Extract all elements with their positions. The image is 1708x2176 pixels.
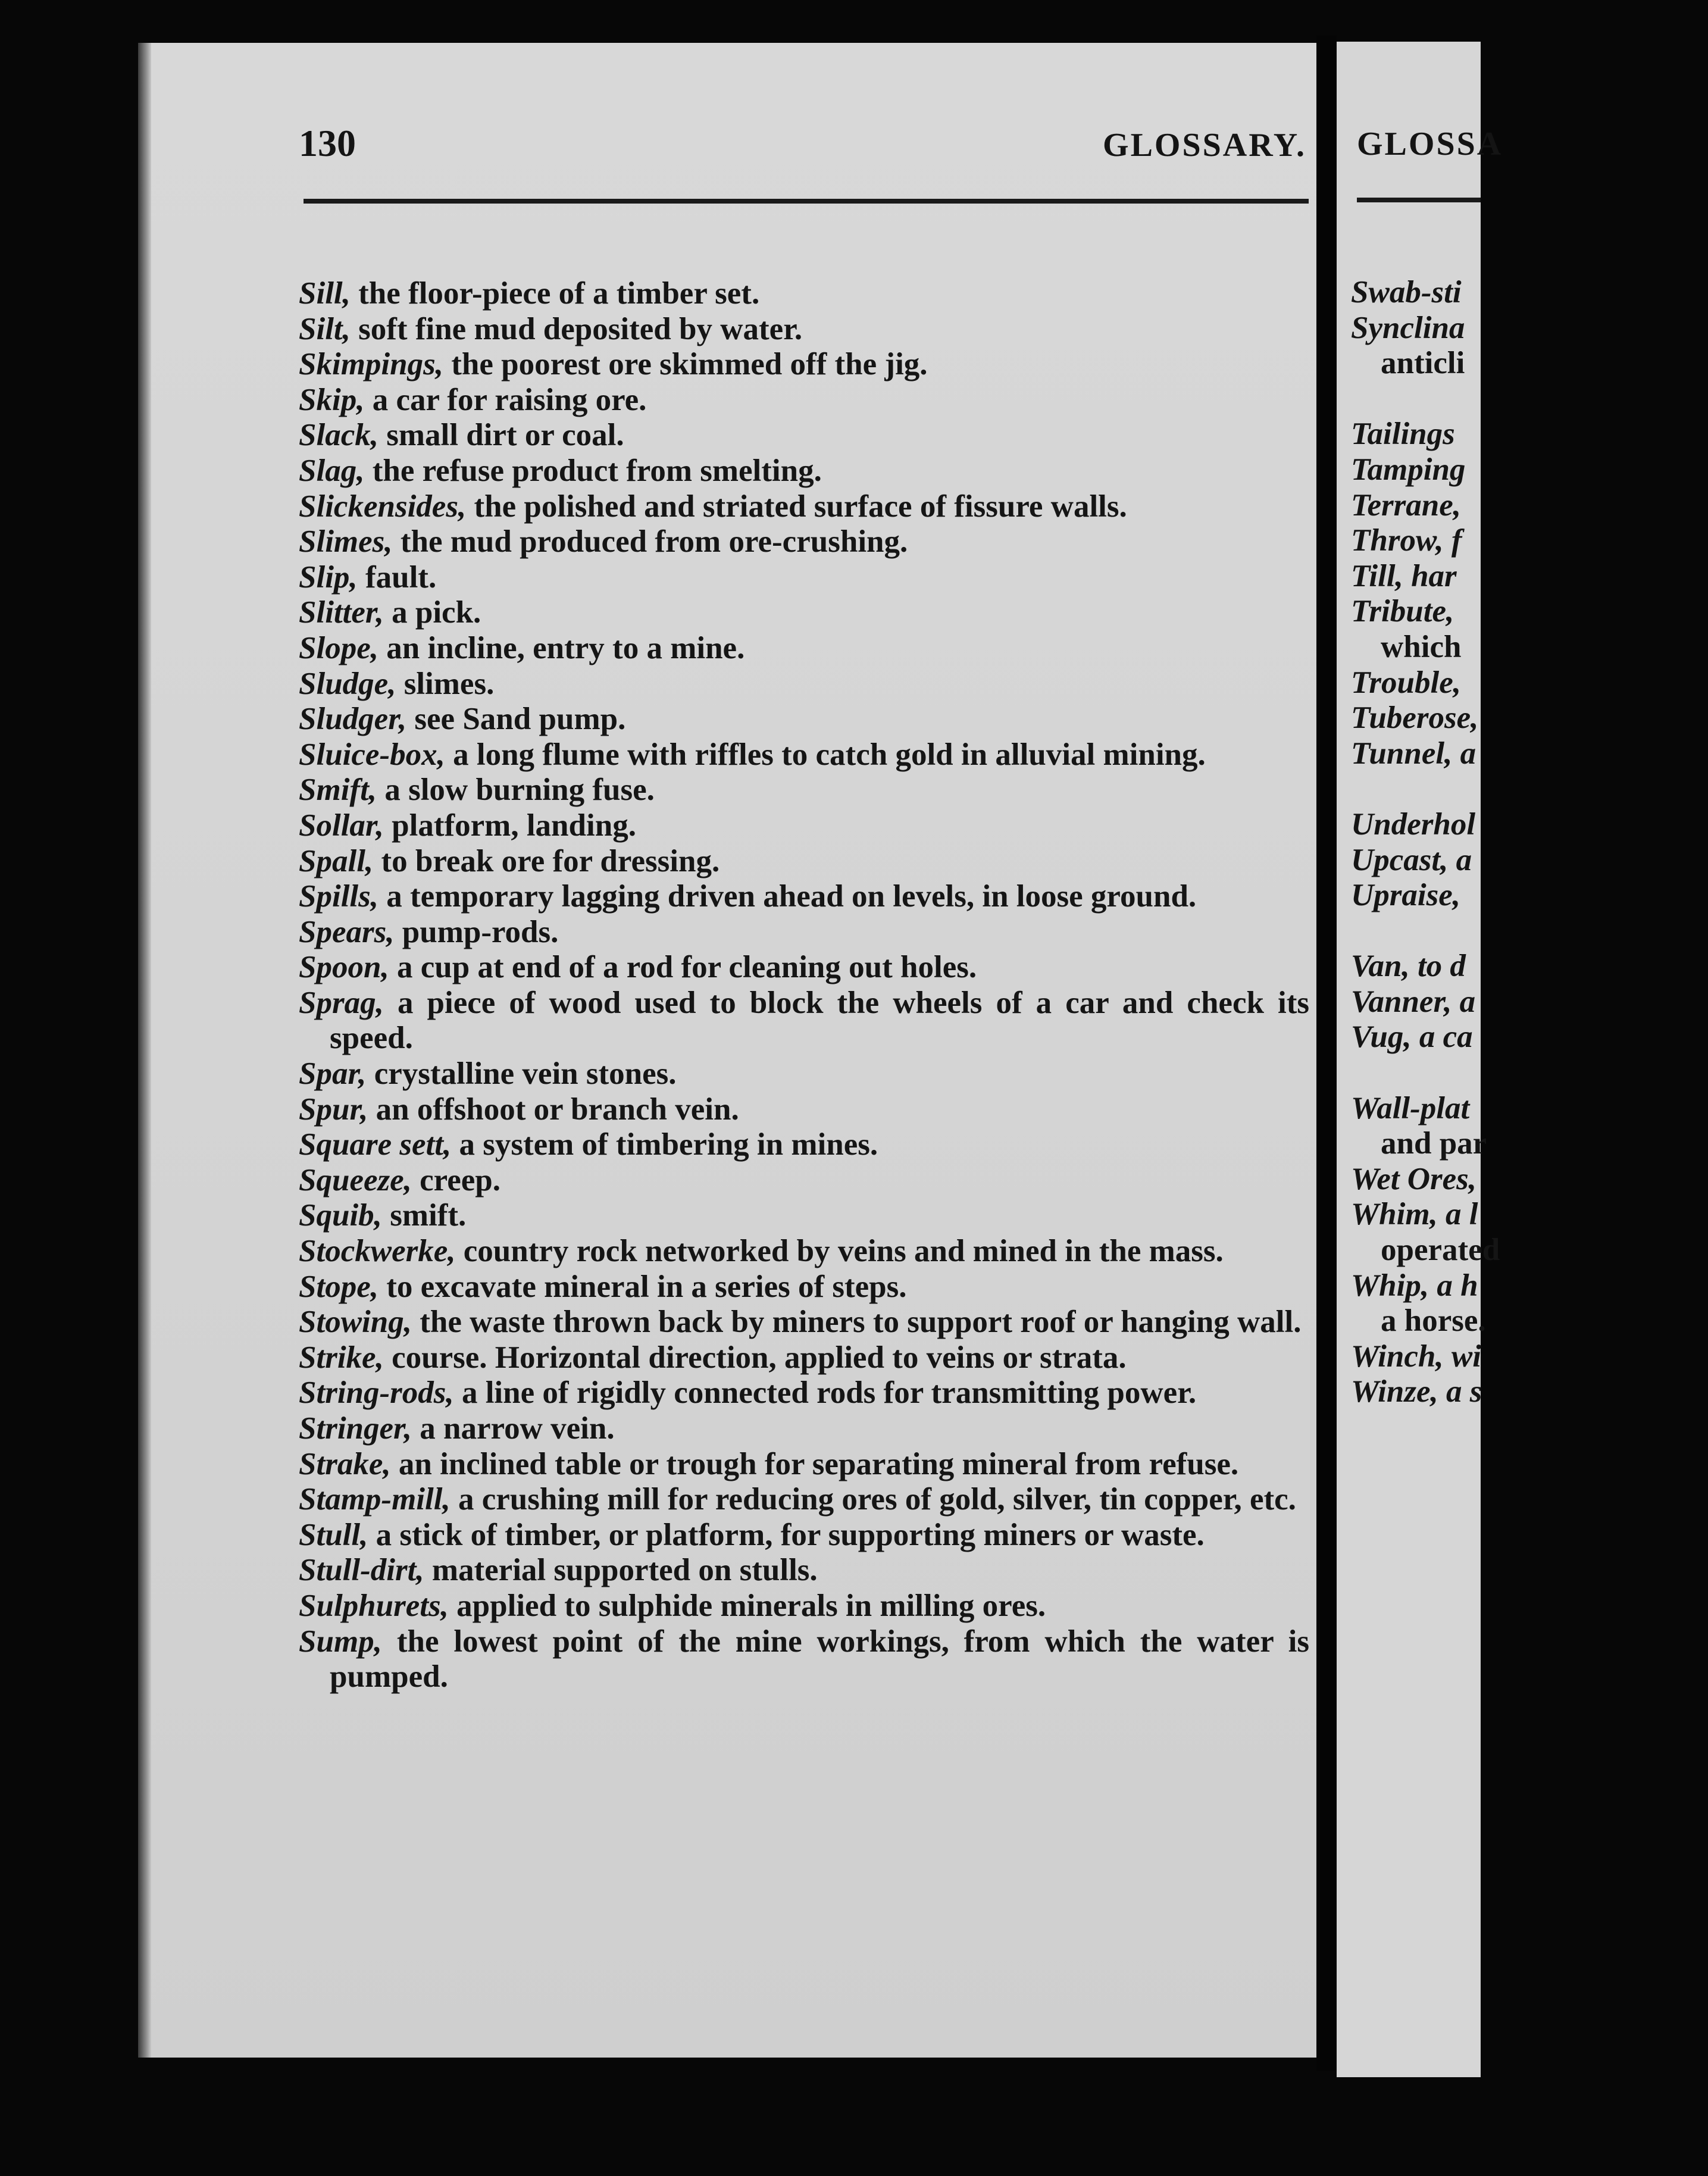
entry-definition: a car for raising ore. (372, 382, 647, 417)
entry-term: Squib, (299, 1198, 382, 1233)
next-page-line: Tuberose, (1351, 701, 1479, 736)
entry-term: Stull, (299, 1517, 368, 1552)
entry-definition: pump-rods. (402, 914, 559, 949)
entry-definition: country rock networked by veins and mined in the mass. (463, 1234, 1224, 1269)
entry-definition: to excavate mineral in a series of steps. (386, 1269, 907, 1304)
glossary-entry (299, 1305, 1309, 1340)
glossary-entry (299, 1234, 1309, 1270)
glossary-entry (299, 737, 1309, 773)
entry-definition: the floor-piece of a timber set. (358, 276, 760, 311)
entry-term: Skip, (299, 382, 365, 417)
entry-definition: see Sand pump. (414, 702, 626, 737)
entry-definition: to break ore for dressing. (381, 843, 720, 878)
glossary-entry (299, 1092, 1309, 1128)
entry-term: Sulphurets, (299, 1588, 449, 1623)
next-page-line: Swab-sti (1351, 275, 1462, 309)
glossary-entry (299, 312, 1309, 348)
next-page-line: Winch, wi (1351, 1339, 1481, 1374)
glossary-entry (299, 383, 1309, 418)
glossary-entry (299, 454, 1309, 489)
page-number: 130 (299, 122, 356, 164)
entry-definition: the mud produced from ore-crushing. (400, 524, 908, 559)
next-page-line: Trouble, (1351, 665, 1462, 700)
glossary-entry (299, 1163, 1309, 1199)
right-page-partial (1337, 42, 1503, 2077)
entry-term: Strake, (299, 1446, 391, 1481)
next-page-line: Tribute, (1351, 594, 1454, 629)
next-page-line: Till, har (1351, 558, 1457, 593)
entry-definition: a stick of timber, or platform, for supporting miners or waste. (376, 1517, 1205, 1552)
glossary-entry (299, 631, 1309, 667)
glossary-entry (299, 347, 1309, 383)
entry-definition: an inclined table or trough for separating mineral from refuse. (398, 1446, 1239, 1481)
entry-term: Slickensides, (299, 489, 467, 524)
entry-term: Stringer, (299, 1411, 412, 1446)
next-page-line: Tunnel, a (1351, 736, 1476, 771)
glossary-entry (299, 773, 1309, 808)
next-page-line: Upcast, a (1351, 842, 1472, 877)
entry-definition: a line of rigidly connected rods for transmitting power. (461, 1375, 1197, 1411)
glossary-entry (299, 1624, 1309, 1695)
book-binding-edge (138, 43, 151, 2058)
next-page-line: Wall-plat (1351, 1090, 1470, 1125)
entry-definition: a long flume with riffles to catch gold in alluvial mining. (453, 737, 1206, 772)
glossary-entry (299, 1375, 1309, 1411)
glossary-entry (299, 915, 1309, 951)
entry-term: Slag, (299, 453, 365, 488)
next-page-line: Vug, a ca (1351, 1020, 1473, 1055)
glossary-entry (299, 950, 1309, 986)
next-page-line (1351, 914, 1708, 949)
next-running-head: GLOSSA (1357, 126, 1503, 162)
entry-term: Spills, (299, 879, 379, 914)
entry-term: Slip, (299, 559, 358, 595)
entry-term: Spears, (299, 914, 395, 949)
glossary-entry (299, 1482, 1309, 1518)
page-gutter (1316, 36, 1337, 2071)
entry-term: Sill, (299, 276, 351, 311)
next-page-line: Underhol (1351, 806, 1476, 842)
entry-term: Sump, (299, 1624, 382, 1659)
header-rule (304, 199, 1309, 204)
next-page-line: Terrane, (1351, 487, 1462, 523)
next-page-line: Synclina (1351, 310, 1465, 345)
running-head: GLOSSARY. (1103, 127, 1306, 164)
next-page-line: and par (1381, 1126, 1487, 1161)
glossary-entry (299, 560, 1309, 596)
next-page-lines (1351, 275, 1708, 1410)
entry-term: Spall, (299, 843, 374, 878)
next-page-line: Tailings (1351, 417, 1455, 452)
entry-definition: course. Horizontal direction, applied to veins or strata. (392, 1340, 1127, 1375)
entry-definition: a slow burning fuse. (384, 773, 655, 808)
entry-definition: soft fine mud deposited by water. (358, 311, 803, 346)
entry-term: Strike, (299, 1340, 384, 1375)
entry-term: Skimpings, (299, 347, 444, 382)
next-page-line: a horse. (1381, 1303, 1486, 1339)
next-page-line: which (1381, 629, 1462, 664)
glossary-entry (299, 1447, 1309, 1483)
entry-term: Stull-dirt, (299, 1553, 424, 1588)
entry-term: Stamp-mill, (299, 1482, 451, 1517)
glossary-entry (299, 1518, 1309, 1553)
next-page-line: anticli (1381, 346, 1465, 381)
entry-term: String-rods, (299, 1375, 454, 1411)
glossary-entry (299, 1127, 1309, 1163)
entry-definition: a temporary lagging driven ahead on levels, in loose ground. (386, 879, 1197, 914)
glossary-entry (299, 1411, 1309, 1447)
next-page-line: Tamping (1351, 452, 1466, 487)
entry-definition: a narrow vein. (420, 1411, 615, 1446)
entry-definition: the waste thrown back by miners to support roof or hanging wall. (420, 1305, 1302, 1340)
entry-definition: smift. (390, 1198, 467, 1233)
glossary-entry (299, 276, 1309, 312)
entry-definition: the polished and striated surface of fissure walls. (474, 489, 1127, 524)
entry-term: Spur, (299, 1092, 368, 1127)
entry-definition: the poorest ore skimmed off the jig. (451, 347, 928, 382)
entry-definition: a cup at end of a rod for cleaning out holes. (396, 950, 977, 985)
left-page (138, 43, 1319, 2058)
entry-term: Sollar, (299, 808, 384, 843)
entry-term: Sprag, (299, 985, 384, 1020)
glossary-entry (299, 844, 1309, 880)
next-page-line: Van, to d (1351, 949, 1466, 984)
next-page-line: Wet Ores, (1351, 1161, 1476, 1196)
next-page-line: operated (1381, 1233, 1500, 1268)
entry-definition: material supported on stulls. (431, 1553, 818, 1588)
entry-term: Slope, (299, 630, 378, 665)
entry-definition: slimes. (403, 666, 495, 701)
entry-definition: applied to sulphide minerals in milling ores. (456, 1588, 1046, 1623)
entry-definition: platform, landing. (392, 808, 636, 843)
entry-definition: an offshoot or branch vein. (376, 1092, 739, 1127)
glossary-entry (299, 1340, 1309, 1376)
glossary-entry (299, 524, 1309, 560)
entry-term: Square sett, (299, 1127, 452, 1162)
entry-definition: a piece of wood used to block the wheels of a car and check its speed. (330, 985, 1310, 1056)
next-page-line: Throw, f (1351, 523, 1462, 558)
glossary-entry (299, 1198, 1309, 1234)
glossary-entry (299, 1056, 1309, 1092)
next-page-line (1351, 382, 1708, 417)
next-page-line: Winze, a s (1351, 1374, 1482, 1409)
entry-term: Squeeze, (299, 1162, 412, 1198)
entry-term: Slimes, (299, 524, 393, 559)
entry-definition: the refuse product from smelting. (372, 453, 822, 488)
entry-definition: a pick. (392, 595, 481, 630)
next-page-line: Vanner, a (1351, 984, 1476, 1019)
entry-term: Silt, (299, 311, 351, 346)
entry-term: Slack, (299, 418, 378, 453)
entry-term: Stockwerke, (299, 1234, 456, 1269)
next-page-line: Whim, a l (1351, 1197, 1478, 1232)
entry-definition: small dirt or coal. (386, 418, 624, 453)
entry-term: Sluice-box, (299, 737, 445, 772)
entry-term: Smift, (299, 773, 377, 808)
next-page-line: Upraise, (1351, 878, 1461, 913)
entry-term: Stowing, (299, 1305, 412, 1340)
glossary-entry (299, 418, 1309, 454)
entry-definition: crystalline vein stones. (374, 1056, 677, 1092)
next-header-rule (1357, 198, 1481, 202)
entry-definition: the lowest point of the mine workings, from which the water is pumped. (330, 1624, 1310, 1694)
entry-term: Sludger, (299, 702, 407, 737)
entry-term: Spar, (299, 1056, 367, 1092)
glossary-entry (299, 1553, 1309, 1589)
entry-definition: an incline, entry to a mine. (386, 630, 745, 665)
glossary-entry (299, 489, 1309, 525)
glossary-entries (299, 276, 1309, 1695)
next-page-line: Whip, a h (1351, 1268, 1478, 1303)
entry-term: Spoon, (299, 950, 389, 985)
glossary-entry (299, 879, 1309, 915)
glossary-entry (299, 986, 1309, 1056)
entry-definition: a system of timbering in mines. (459, 1127, 878, 1162)
entry-term: Slitter, (299, 595, 384, 630)
next-page-line (1351, 1055, 1708, 1091)
entry-term: Stope, (299, 1269, 378, 1304)
entry-term: Sludge, (299, 666, 396, 701)
glossary-entry (299, 595, 1309, 631)
glossary-entry (299, 1589, 1309, 1624)
glossary-entry (299, 1270, 1309, 1305)
next-page-line (1351, 771, 1708, 807)
glossary-entry (299, 808, 1309, 844)
entry-definition: fault. (365, 559, 437, 595)
glossary-entry (299, 667, 1309, 702)
entry-definition: a crushing mill for reducing ores of gold, silver, tin copper, etc. (458, 1482, 1296, 1517)
entry-definition: creep. (420, 1162, 501, 1198)
glossary-entry (299, 702, 1309, 737)
